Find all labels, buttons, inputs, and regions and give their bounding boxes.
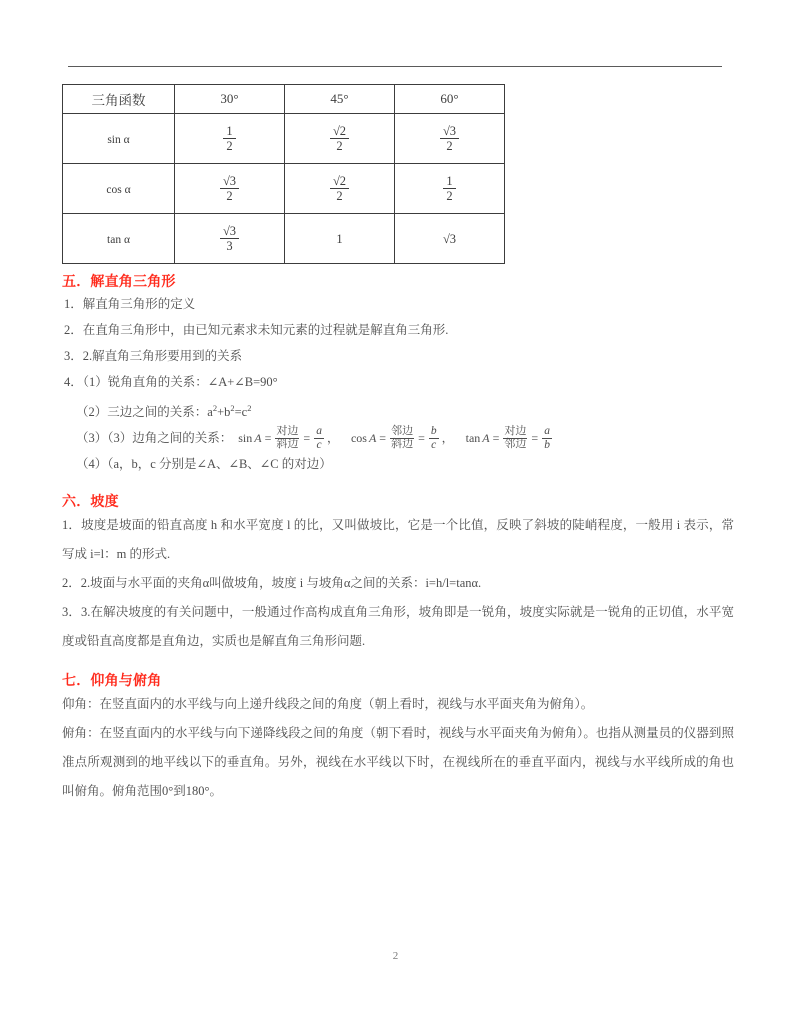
formula-fn: tan [465,431,481,446]
equals-sign: = [379,431,387,446]
exponent: 2 [212,403,218,413]
fraction-numerator: √3 [220,224,239,239]
table-header-60: 60° [395,85,505,114]
cell-sin-45 [285,114,395,164]
fraction-numerator: √2 [330,174,349,189]
letter-fraction [429,425,439,451]
cos-label: cos α [106,183,131,196]
separator: ， [441,431,454,446]
cell-cos-45 [285,164,395,214]
sides-prefix: （2）三边之间的关系：a [76,405,213,420]
tan-label: tan α [107,233,130,246]
equals-sign: = [303,431,311,446]
equals-sign: = [531,431,539,446]
page-number: 2 [392,950,399,962]
letter-fraction [542,425,552,451]
fraction-numerator: √3 [440,124,459,139]
table-header-function: 三角函数 [63,85,175,114]
section5-item-opposites: （4）（a，b，c 分别是∠A、∠B、∠C 的对边） [76,457,332,472]
equals-sign: = [264,431,272,446]
formula-tan [466,425,553,451]
section6-item-1: 1．坡度是坡面的铅直高度 h 和水平宽度 l 的比，又叫做坡比，它是一个比值，反映了斜坡的陡峭程度，一般用 i 表示，常写成 i=l：m 的形式. [62,518,734,562]
fraction-numerator: 对边 [504,424,527,437]
table-row [63,214,505,264]
chinese-fraction [503,426,527,451]
cell-cos-30 [175,164,285,214]
fraction-denominator: 2 [446,139,453,153]
section5-item-3: 3．2.解直角三角形要用到的关系 [64,349,243,363]
formula-cos [351,425,460,451]
section-heading-5: 五．解直角三角形 [62,275,176,290]
exponent: 2 [247,403,252,413]
formula-var: A [254,431,262,446]
fraction-numerator: √2 [330,124,349,139]
formula-var: A [482,431,490,446]
fraction-denominator: 2 [336,139,343,153]
section5-item-angleside [76,425,734,451]
table-row [63,114,505,164]
fraction [330,174,349,203]
fraction-denominator: 2 [226,139,233,153]
fraction-denominator: b [544,438,550,451]
fraction-numerator: 1 [443,174,455,189]
section-heading-7: 七．仰角与俯角 [62,674,162,690]
trig-values-table [62,84,505,264]
fraction [223,124,235,153]
fraction-numerator: 1 [223,124,235,139]
cell-tan-60 [395,214,505,264]
row-label-cos [63,164,175,214]
section5-item-2: 2．在直角三角形中，由已知元素求未知元素的过程就是解直角三角形. [64,323,449,337]
table-header-row [63,85,505,114]
fraction-denominator: 邻边 [504,437,527,450]
letter-fraction [314,425,324,451]
cell-cos-60 [395,164,505,214]
chinese-fraction [390,426,414,451]
section6-item-2: 2．2.坡面与水平面的夹角α叫做坡角，坡度 i 与坡角α之间的关系：i=h/l=tanα. [62,576,482,591]
sides-end: =c [234,405,248,420]
formula-fn: cos [350,431,367,446]
fraction [443,174,455,203]
fraction-numerator: 对边 [276,424,299,437]
table-header-45: 45° [285,85,395,114]
value-text: 1 [336,231,343,246]
cell-tan-45 [285,214,395,264]
angleside-lead: （3）（3）边角之间的关系： [76,431,233,446]
fraction [220,174,239,203]
row-label-tan [63,214,175,264]
header-rule [68,66,722,67]
sides-mid: +b [217,405,231,420]
sin-label: sin α [107,133,130,146]
fraction-denominator: c [316,438,322,451]
value-text: √3 [442,231,457,246]
fraction-numerator: a [316,425,322,438]
fraction-denominator: 2 [336,189,343,203]
section-heading-6: 六．坡度 [62,495,119,511]
fraction-denominator: 斜边 [276,437,299,450]
table-row [63,164,505,214]
formula-sin [238,425,345,451]
row-label-sin [63,114,175,164]
formula-var: A [368,431,377,446]
fraction-numerator: b [430,425,437,438]
page-content [62,84,734,806]
fraction-denominator: 2 [446,189,453,203]
fraction-denominator: 3 [226,239,233,253]
fraction-numerator: √3 [220,174,239,189]
formula-fn: sin [238,431,253,446]
cell-tan-30 [175,214,285,264]
fraction [440,124,459,153]
section5-item-sides [76,395,734,425]
cell-sin-30 [175,114,285,164]
chinese-fraction [275,426,299,451]
fraction-numerator: 邻边 [391,424,414,437]
equals-sign: = [492,431,500,446]
fraction-denominator: 2 [226,189,233,203]
fraction [220,224,239,253]
fraction [330,124,349,153]
exponent: 2 [230,403,235,413]
section5-item-4: 4．（1）锐角直角的关系：∠A+∠B=90° [64,375,278,389]
separator: ， [326,431,339,446]
fraction-denominator: 斜边 [391,437,414,450]
section6-item-3: 3．3.在解决坡度的有关问题中，一般通过作高构成直角三角形，坡角即是一锐角，坡度实际就是一锐角的正切值，水平宽度或铅直高度都是直角边，实质也是解直角三角形问题. [62,605,734,649]
section7-paragraph-elevation: 仰角：在竖直面内的水平线与向上递升线段之间的角度（朝上看时，视线与水平面夹角为俯角）。 [62,697,594,712]
cell-sin-60 [395,114,505,164]
fraction-numerator: a [544,425,550,438]
equals-sign: = [418,431,425,446]
section5-item-1: 1．解直角三角形的定义 [64,297,196,311]
table-header-30: 30° [175,85,285,114]
section7-paragraph-depression: 俯角：在竖直面内的水平线与向下递降线段之间的角度（朝下看时，视线与水平面夹角为俯角）。也指从测量员的仪器到照准点所观测到的地平线以下的垂直角。另外，视线在水平线以下时，在视线所在的垂直平面内，视线与水平线所成的角也叫俯角。俯角范围0°到180°。 [62,726,734,799]
fraction-denominator: c [431,438,437,451]
